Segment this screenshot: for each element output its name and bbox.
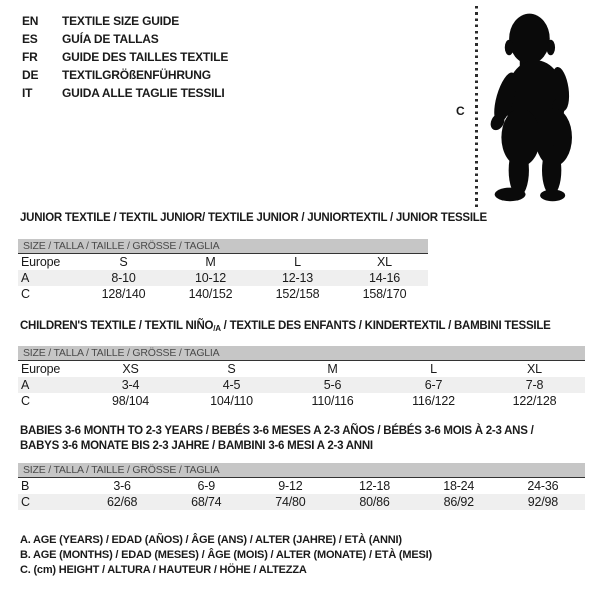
row-label-cell: Europe — [21, 362, 61, 376]
row-label-cell: Europe — [21, 255, 61, 269]
language-row-it — [22, 84, 228, 102]
babies-size-table — [18, 463, 585, 510]
value-cell: 24-36 — [527, 479, 559, 493]
babies-table-title — [20, 424, 534, 453]
value-cell: 7-8 — [525, 378, 544, 392]
table-row — [18, 478, 585, 494]
language-code: EN — [22, 14, 39, 28]
value-cell: XL — [527, 362, 542, 376]
value-cell: 68/74 — [191, 495, 222, 509]
language-row-fr — [22, 48, 228, 66]
value-cell: 140/152 — [188, 287, 233, 301]
value-cell: 5-6 — [323, 378, 342, 392]
table-row — [18, 494, 585, 510]
table-row — [18, 377, 585, 393]
value-cell: 6-7 — [424, 378, 443, 392]
row-label-cell: A — [21, 271, 30, 285]
row-label-cell: C — [21, 394, 30, 408]
language-code: DE — [22, 68, 39, 82]
footnote-c: C. (cm) HEIGHT / ALTURA / HAUTEUR / HÖHE / ALTEZZA — [20, 564, 307, 577]
value-cell: 10-12 — [195, 271, 226, 285]
value-cell: S — [119, 255, 128, 269]
value-cell: 8-10 — [111, 271, 136, 285]
footnote-a: A. AGE (YEARS) / EDAD (AÑOS) / ÂGE (ANS) / ALTER (JAHRE) / ETÀ (ANNI) — [20, 534, 402, 546]
children-size-table — [18, 346, 585, 409]
height-figure — [440, 0, 600, 215]
row-label-cell: A — [21, 378, 30, 392]
junior-size-table — [18, 239, 428, 302]
table-row — [18, 286, 428, 302]
language-title-list — [22, 12, 228, 102]
value-cell: 12-13 — [282, 271, 313, 285]
value-cell: 152/158 — [275, 287, 320, 301]
table-row — [18, 393, 585, 409]
height-measure-dashed-line — [475, 6, 478, 210]
value-cell: 4-5 — [222, 378, 241, 392]
value-cell: 122/128 — [512, 394, 557, 408]
value-cell: S — [227, 362, 236, 376]
language-title: GUIDE DES TAILLES TEXTILE — [62, 50, 229, 64]
height-measure-label: C — [456, 104, 465, 118]
children-table-rows — [18, 361, 585, 409]
junior-table-rows — [18, 254, 428, 302]
language-code: FR — [22, 50, 38, 64]
value-cell: M — [327, 362, 338, 376]
value-cell: 6-9 — [197, 479, 215, 493]
row-label-cell: C — [21, 495, 30, 509]
language-code: ES — [22, 32, 38, 46]
children-title-post: / TEXTILE DES ENFANTS / KINDERTEXTIL / BAMBINI TESSILE — [220, 320, 551, 332]
value-cell: 86/92 — [443, 495, 474, 509]
footnote-legend — [20, 533, 432, 579]
value-cell: 128/140 — [101, 287, 146, 301]
children-table-title — [20, 320, 551, 333]
language-title: GUIDA ALLE TAGLIE TESSILI — [62, 86, 225, 100]
value-cell: XS — [122, 362, 139, 376]
children-title-pre: CHILDREN'S TEXTILE / TEXTIL NIÑO — [20, 320, 214, 332]
value-cell: 3-6 — [113, 479, 131, 493]
value-cell: XL — [377, 255, 392, 269]
babies-title-line-1: BABIES 3-6 MONTH TO 2-3 YEARS / BEBÉS 3-6 MESES A 2-3 AÑOS / BÉBÉS 3-6 MOIS À 2-3 ANS / — [20, 425, 534, 437]
value-cell: 116/122 — [412, 394, 455, 408]
language-code: IT — [22, 86, 33, 100]
language-title: TEXTILE SIZE GUIDE — [62, 14, 180, 28]
value-cell: L — [294, 255, 301, 269]
value-cell: 158/170 — [362, 287, 407, 301]
language-row-en — [22, 12, 228, 30]
value-cell: 9-12 — [278, 479, 303, 493]
babies-table-rows — [18, 478, 585, 510]
value-cell: 92/98 — [527, 495, 559, 509]
value-cell: 14-16 — [369, 271, 400, 285]
size-header-bar: SIZE / TALLA / TAILLE / GRÖSSE / TAGLIA — [18, 239, 428, 254]
language-row-es — [22, 30, 228, 48]
language-title: TEXTILGRÖßENFÜHRUNG — [62, 68, 211, 82]
value-cell: 98/104 — [111, 394, 150, 408]
junior-table-title: JUNIOR TEXTILE / TEXTIL JUNIOR/ TEXTILE JUNIOR / JUNIORTEXTIL / JUNIOR TESSILE — [20, 212, 487, 224]
size-header-bar: SIZE / TALLA / TAILLE / GRÖSSE / TAGLIA — [18, 463, 585, 478]
size-table — [18, 478, 585, 510]
size-table — [18, 254, 428, 302]
row-label-cell: C — [21, 287, 30, 301]
size-table — [18, 361, 585, 409]
row-label-cell: B — [21, 479, 30, 493]
size-header-bar: SIZE / TALLA / TAILLE / GRÖSSE / TAGLIA — [18, 346, 585, 361]
table-row — [18, 270, 428, 286]
children-title-subscript: /A — [213, 324, 221, 333]
babies-title-line-2: BABYS 3-6 MONATE BIS 2-3 JAHRE / BAMBINI 3-6 MESI A 2-3 ANNI — [20, 439, 373, 452]
value-cell: 12-18 — [359, 479, 391, 493]
language-row-de — [22, 66, 228, 84]
value-cell: 104/110 — [210, 394, 253, 408]
value-cell: 74/80 — [275, 495, 306, 509]
value-cell: L — [430, 362, 437, 376]
value-cell: 3-4 — [121, 378, 140, 392]
value-cell: 80/86 — [359, 495, 390, 509]
value-cell: 110/116 — [311, 394, 354, 408]
language-title: GUÍA DE TALLAS — [62, 32, 159, 46]
value-cell: M — [205, 255, 216, 269]
value-cell: 18-24 — [443, 479, 475, 493]
table-row — [18, 254, 428, 270]
footnote-b: B. AGE (MONTHS) / EDAD (MESES) / ÂGE (MOIS) / ALTER (MONATE) / ETÀ (MESI) — [20, 549, 432, 562]
table-row — [18, 361, 585, 377]
value-cell: 62/68 — [106, 495, 138, 509]
baby-silhouette-icon — [484, 2, 600, 209]
